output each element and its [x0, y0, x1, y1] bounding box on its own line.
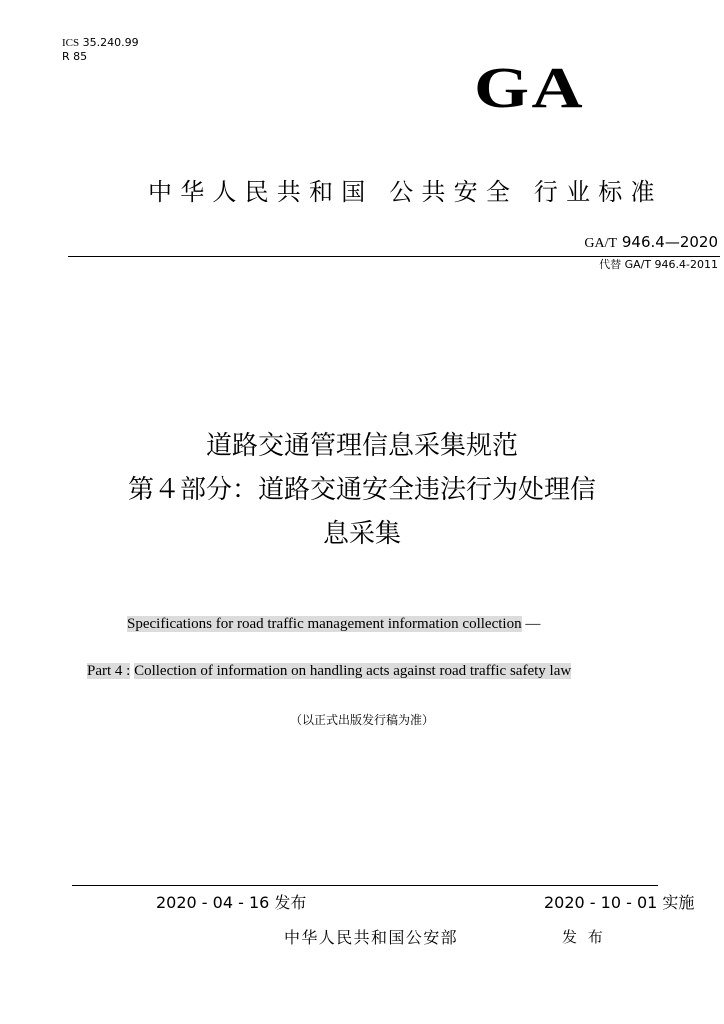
english-title-text-1: Specifications for road traffic management information collection — [127, 616, 522, 632]
english-title-text-2: Collection of information on handling acts against road traffic safety law — [134, 663, 572, 679]
english-title-dash: — — [525, 616, 541, 632]
english-title-part-label: Part 4 : — [87, 663, 131, 679]
ics-classification — [62, 36, 139, 50]
effective-date: 2020 - 10 - 01 实施 — [544, 893, 695, 912]
title-line-3: 息采集 — [322, 519, 401, 549]
draft-note: （以正式出版发行稿为准） — [289, 713, 434, 727]
document-title — [40, 424, 684, 556]
ics-code: 35.240.99 — [82, 36, 139, 49]
footer-divider — [72, 885, 658, 886]
title-line-2: 第４部分：道路交通安全违法行为处理信 — [127, 475, 596, 505]
ics-label: ICS — [62, 37, 80, 49]
english-title-line-1 — [127, 614, 540, 634]
header-divider — [68, 256, 720, 257]
standard-code-prefix: GA/T — [584, 236, 618, 251]
replaces-standard: 代替 GA/T 946.4-2011 — [599, 258, 718, 271]
english-title-line-2 — [87, 661, 571, 681]
standard-code — [584, 232, 718, 254]
issued-label: 发 布 — [562, 928, 606, 946]
ccs-code: R 85 — [62, 50, 88, 63]
publish-date: 2020 - 04 - 16 发布 — [156, 893, 307, 912]
standard-title: 中华人民共和国 公共安全 行业标准 — [148, 178, 663, 206]
title-line-1: 道路交通管理信息采集规范 — [205, 431, 518, 461]
ga-logo: GA — [474, 55, 586, 120]
standard-code-number: 946.4—2020 — [621, 233, 718, 251]
issuing-authority: 中华人民共和国公安部 — [284, 928, 459, 947]
